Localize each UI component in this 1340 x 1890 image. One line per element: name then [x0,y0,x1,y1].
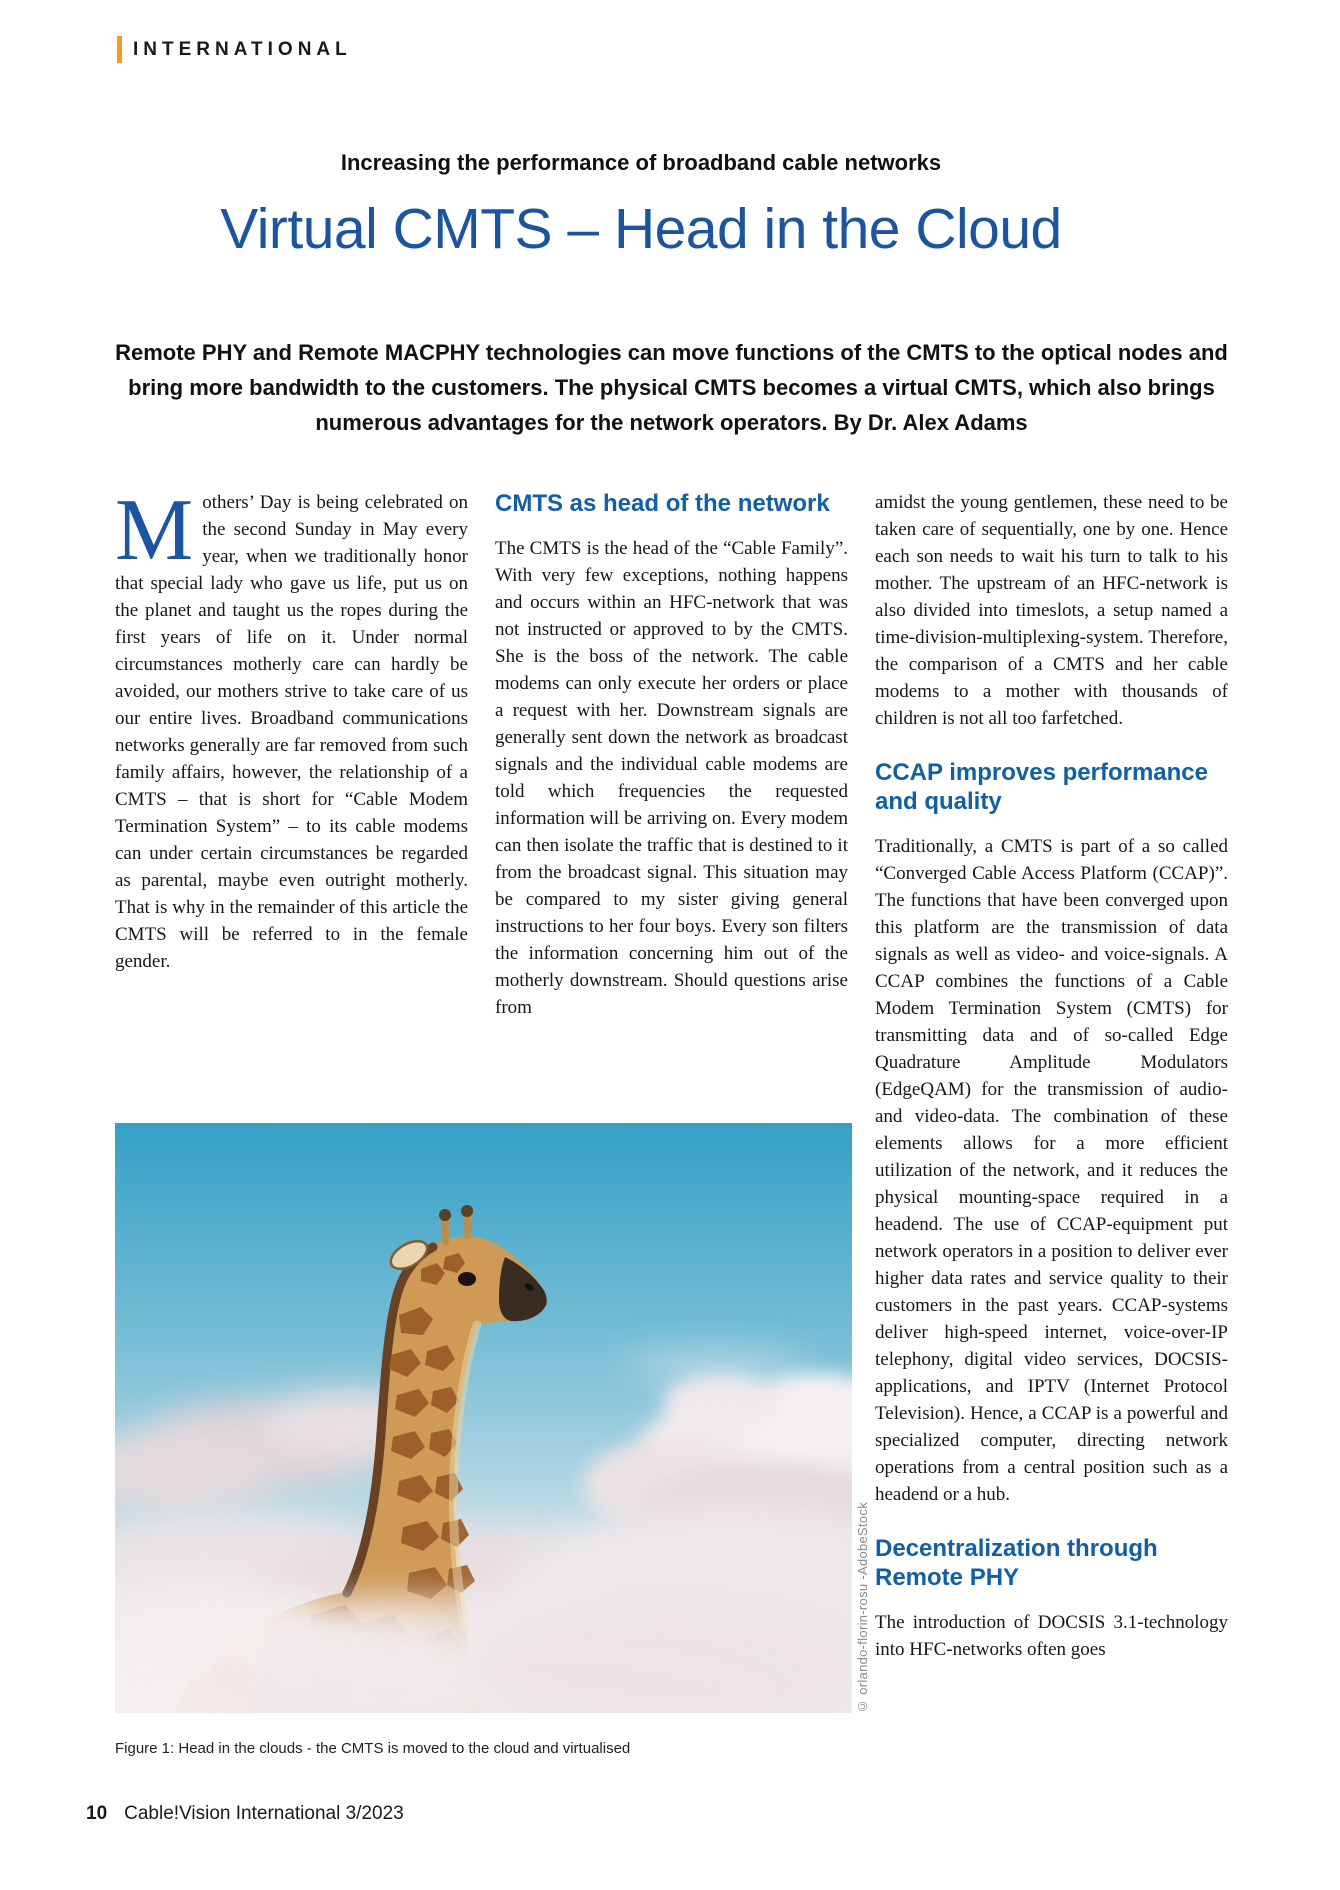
column-2 [495,489,848,1021]
section1-heading: CMTS as head of the network [495,490,830,517]
section2-paragraph: Traditionally, a CMTS is part of a so called “Converged Cable Access Platform (CCAP)”. The functions that have been converged upon this platform are the transmission of data signals as well as video- and voice-signals. A CCAP combines the functions of a Cable Modem Termination System (CMTS) for transmitting data and of so-called Edge Quadrature Amplitude Modulators (EdgeQAM) for the transmission of audio- and video-data. The combination of these elements allows for a more efficient utilization of the network, and it reduces the physical mounting-space required in a headend. The use of CCAP-equipment put network operators in a position to deliver ever higher data rates and service quality to their customers in the past years. CCAP-systems deliver high-speed internet, voice-over-IP telephony, digital video services, DOCSIS-applications, and IPTV (Internet Protocol Television). Hence, a CCAP is a powerful and specialized computer, directing network operations from a central position such as a headend or a hub. [875,836,1228,1505]
section3-paragraph: The introduction of DOCSIS 3.1-technology into HFC-networks often goes [875,1612,1228,1660]
standfirst: Remote PHY and Remote MACPHY technologies can move functions of the CMTS to the optical nodes and bring more bandwidth to the customers. The physical CMTS becomes a virtual CMTS, which also brings numerous advantages for the network operators. By Dr. Alex Adams [115,340,1228,435]
magazine-title: Cable!Vision International 3/2023 [124,1803,404,1824]
intro-text: others’ Day is being celebrated on the second Sunday in May every year, when we traditionally honor that special lady who gave us life, put us on the planet and taught us the ropes during the first years of life on it. Under normal circumstances motherly care can hardly be avoided, our mothers strive to take care of us our entire lives. Broadband communications networks generally are far removed from such family affairs, however, the relationship of a CMTS – that is short for “Cable Modem Termination System” – to its cable modems can under certain circumstances be regarded as parental, maybe even outright motherly. That is why in the remainder of this article the CMTS will be referred to in the female gender. [115,492,468,972]
giraffe-eye [458,1272,476,1286]
section-label: INTERNATIONAL [133,38,352,60]
section-tag [117,36,352,63]
continuation-paragraph: amidst the young gentlemen, these need to be taken care of sequentially, one by one. Hence each son needs to wait his turn to talk to his mother. The upstream of an HFC-network is also divided into timeslots, a setup named a time-division-multiplexing-system. Therefore, the comparison of a CMTS and her cable modems to a mother with thousands of children is not all too farfetched. [875,492,1228,729]
kicker: Increasing the performance of broadband cable networks [340,150,942,175]
giraffe-above-clouds-image [115,1123,852,1713]
figure-1 [115,1123,852,1713]
section2-heading: CCAP improves performance and quality [875,759,1208,815]
image-credit: © orlando-florin-rosu -AdobeStock [855,1501,870,1714]
headline-block [55,150,1227,260]
page-footer [86,1803,404,1825]
figure-caption: Figure 1: Head in the clouds - the CMTS is moved to the cloud and virtualised [115,1740,631,1757]
accent-bar [117,36,122,63]
section1-paragraph: The CMTS is the head of the “Cable Family”. With very few exceptions, nothing happens and occurs within an HFC-network that was not instructed or approved to by the CMTS. She is the boss of the network. The cable modems can only execute her orders or place a request with her. Downstream signals are generally sent down the network as broadcast signals and the individual cable modems are told which frequencies the requested information will be arriving on. Every modem can then isolate the traffic that is destined to it from the broadcast signal. This situation may be compared to my sister giving general instructions to her four boys. Every son filters the information concerning him out of the motherly downstream. Should questions arise from [495,538,848,1018]
article-title: Virtual CMTS – Head in the Cloud [220,197,1062,261]
column-3 [875,489,1228,1663]
dropcap: M [115,482,194,579]
intro-paragraph [115,482,468,975]
column-1 [115,482,468,975]
section3-heading: Decentralization through Remote PHY [875,1535,1158,1591]
page-number: 10 [86,1803,108,1824]
